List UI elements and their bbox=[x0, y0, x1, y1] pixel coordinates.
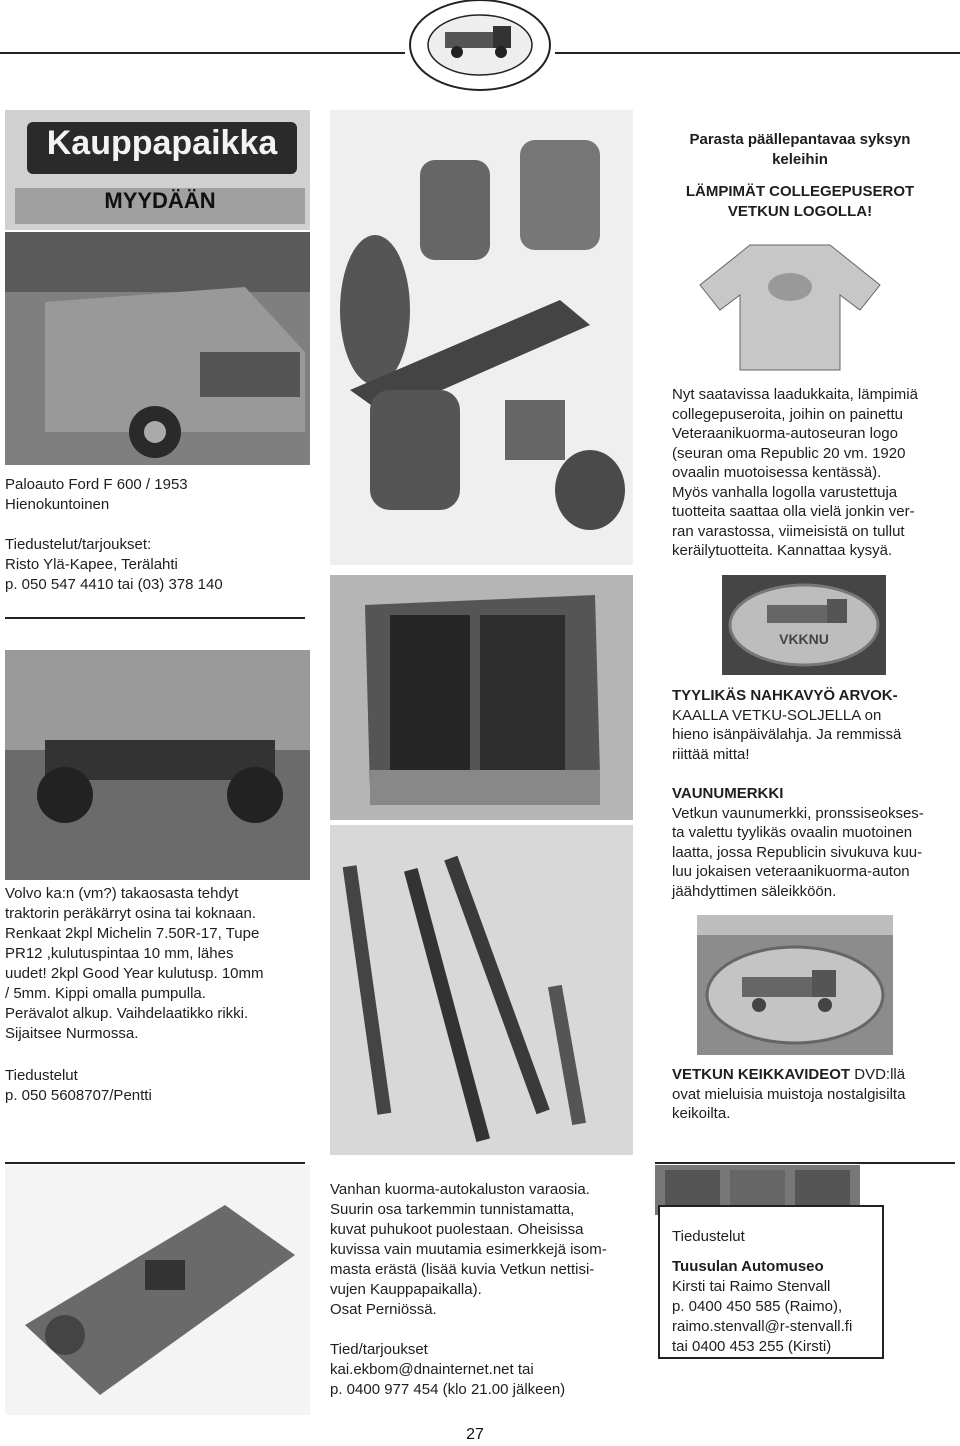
ad-line: / 5mm. Kippi omalla pumpulla. bbox=[5, 985, 206, 1002]
plate-line: luu jokaisen veteraanikuorma-auton bbox=[672, 863, 910, 880]
heading-line: keleihin bbox=[772, 151, 828, 168]
parts-line: Suurin osa tarkemmin tunnistamatta, bbox=[330, 1201, 575, 1218]
parts-line: p. 0400 977 454 (klo 21.00 jälkeen) bbox=[330, 1381, 566, 1398]
parts-line: Osat Perniössä. bbox=[330, 1301, 437, 1318]
ad-line bbox=[5, 515, 315, 535]
ad-line: PR12 ,kulutuspintaa 10 mm, lähes bbox=[5, 945, 234, 962]
ad-contact: p. 050 5608707/Pentti bbox=[5, 1087, 152, 1104]
body-line: Veteraanikuorma-autoseuran logo bbox=[672, 425, 898, 442]
ad-line: Volvo ka:n (vm?) takaosasta tehdyt bbox=[5, 885, 239, 902]
subheading-line: VETKUN LOGOLLA! bbox=[727, 203, 873, 220]
sweatshirt-photo bbox=[690, 225, 890, 375]
parts-line: kuvissa vain muutamia esimerkkejä isom- bbox=[330, 1241, 607, 1258]
ad-line: Renkaat 2kpl Michelin 7.50R-17, Tupe bbox=[5, 925, 260, 942]
club-seal bbox=[405, 0, 555, 95]
ad-line: uudet! 2kpl Good Year kulutusp. 10mm bbox=[5, 965, 264, 982]
belt-line: hieno isänpäivälahja. Ja remmissä bbox=[672, 726, 902, 743]
parts-line bbox=[330, 1320, 640, 1340]
museum-ad-box bbox=[658, 1205, 884, 1359]
video-line: ovat mieluisia muistoja nostalgisilta bbox=[672, 1085, 906, 1103]
museum-name: Tuusulan Automuseo bbox=[672, 1258, 824, 1275]
header-rule bbox=[555, 52, 960, 54]
video-ad bbox=[672, 1065, 950, 1124]
ad-line: traktorin peräkärryt osina tai koknaan. bbox=[5, 905, 256, 922]
parts-line: masta erästä (lisää kuvia Vetkun nettisi- bbox=[330, 1261, 595, 1278]
subheading-line: LÄMPIMÄT COLLEGEPUSEROT bbox=[685, 183, 915, 200]
belt-line: riittää mitta! bbox=[672, 745, 750, 763]
belt-line: KAALLA VETKU-SOLJELLA on bbox=[672, 706, 882, 724]
divider bbox=[5, 1162, 305, 1164]
page-number: 27 bbox=[466, 1426, 484, 1443]
divider bbox=[5, 617, 305, 619]
body-line: Nyt saatavissa laadukkaita, lämpimiä bbox=[672, 386, 918, 403]
plate-title: VAUNUMERKKI bbox=[672, 785, 784, 802]
parts-line: vujen Kauppapaikalla). bbox=[330, 1281, 482, 1298]
engine-parts-photo bbox=[330, 110, 633, 565]
divider bbox=[655, 1162, 955, 1164]
badge-text: VKKNU bbox=[779, 631, 829, 647]
body-line: tuotteita saattaa olla vielä jonkin ver- bbox=[672, 503, 915, 520]
heading-line: Parasta päällepantavaa syksyn bbox=[689, 131, 911, 148]
sweater-body bbox=[672, 385, 950, 561]
body-line: collegepuseroita, joihin on painettu bbox=[672, 405, 903, 423]
ad-line: Tiedustelut/tarjoukset: bbox=[5, 536, 152, 553]
parts-ad bbox=[330, 1180, 640, 1400]
ad-line: Paloauto Ford F 600 / 1953 bbox=[5, 476, 188, 493]
ad-contact: Tiedustelut bbox=[5, 1067, 78, 1084]
plate-line: ta valettu tyylikäs ovaalin muotoinen bbox=[672, 824, 913, 841]
sweater-heading bbox=[650, 130, 950, 222]
museum-line: tai 0400 453 255 (Kirsti) bbox=[672, 1338, 832, 1355]
museum-label: Tiedustelut bbox=[672, 1228, 745, 1245]
radiator-grille-photo bbox=[330, 575, 633, 820]
body-line: ovaalin muotoisessa kentässä). bbox=[672, 464, 882, 481]
ad-line: Perävalot alkup. Vaihdelaatikko rikki. bbox=[5, 1005, 249, 1022]
parts-line: kuvat puhukoot puolestaan. Oheisissa bbox=[330, 1221, 584, 1238]
body-line: ran varastossa, viimeisistä on tullut bbox=[672, 522, 905, 540]
ad-line: p. 050 547 4410 tai (03) 378 140 bbox=[5, 576, 223, 593]
video-line: DVD:llä bbox=[850, 1066, 906, 1083]
header-rule bbox=[0, 52, 405, 54]
plate-line: laatta, jossa Republicin sivukuva kuu- bbox=[672, 843, 923, 861]
parts-line: Tied/tarjoukset bbox=[330, 1341, 428, 1358]
banner-title: Kauppapaikka bbox=[46, 124, 278, 162]
body-line: Myös vanhalla logolla varustettuja bbox=[672, 483, 898, 501]
fire-truck-photo bbox=[5, 232, 310, 465]
plate-line: jäähdyttimen säleikköön. bbox=[672, 882, 837, 900]
intake-manifold-photo bbox=[5, 1165, 310, 1415]
body-line: keräilytuotteita. Kannattaa kysyä. bbox=[672, 542, 893, 559]
plate-ad bbox=[672, 784, 950, 901]
ad-line: Sijaitsee Nurmossa. bbox=[5, 1025, 139, 1042]
parts-line: kai.ekbom@dnainternet.net tai bbox=[330, 1361, 534, 1378]
drive-shafts-photo bbox=[330, 825, 633, 1155]
section-title: MYYDÄÄN bbox=[104, 188, 216, 213]
museum-line: Kirsti tai Raimo Stenvall bbox=[672, 1278, 831, 1295]
logo-badge-photo bbox=[722, 575, 886, 675]
radiator-emblem-photo bbox=[697, 915, 893, 1055]
fire-truck-ad bbox=[5, 475, 315, 595]
trailer-chassis-photo bbox=[5, 650, 310, 880]
museum-line: p. 0400 450 585 (Raimo), bbox=[672, 1298, 843, 1315]
ad-line: Risto Ylä-Kapee, Terälahti bbox=[5, 556, 178, 573]
video-line: keikoilta. bbox=[672, 1105, 731, 1122]
museum-line: raimo.stenvall@r-stenvall.fi bbox=[672, 1318, 853, 1335]
belt-line: TYYLIKÄS NAHKAVYÖ ARVOK- bbox=[672, 687, 898, 704]
belt-ad bbox=[672, 686, 950, 764]
plate-line: Vetkun vaunumerkki, pronssiseokses- bbox=[672, 804, 924, 822]
kauppapaikka-banner bbox=[5, 110, 310, 230]
volvo-ad bbox=[5, 884, 305, 1106]
ad-line: Hienokuntoinen bbox=[5, 496, 110, 513]
parts-line: Vanhan kuorma-autokaluston varaosia. bbox=[330, 1181, 590, 1198]
body-line: (seuran oma Republic 20 vm. 1920 bbox=[672, 444, 906, 462]
video-lead: VETKUN KEIKKAVIDEOT bbox=[672, 1066, 851, 1083]
